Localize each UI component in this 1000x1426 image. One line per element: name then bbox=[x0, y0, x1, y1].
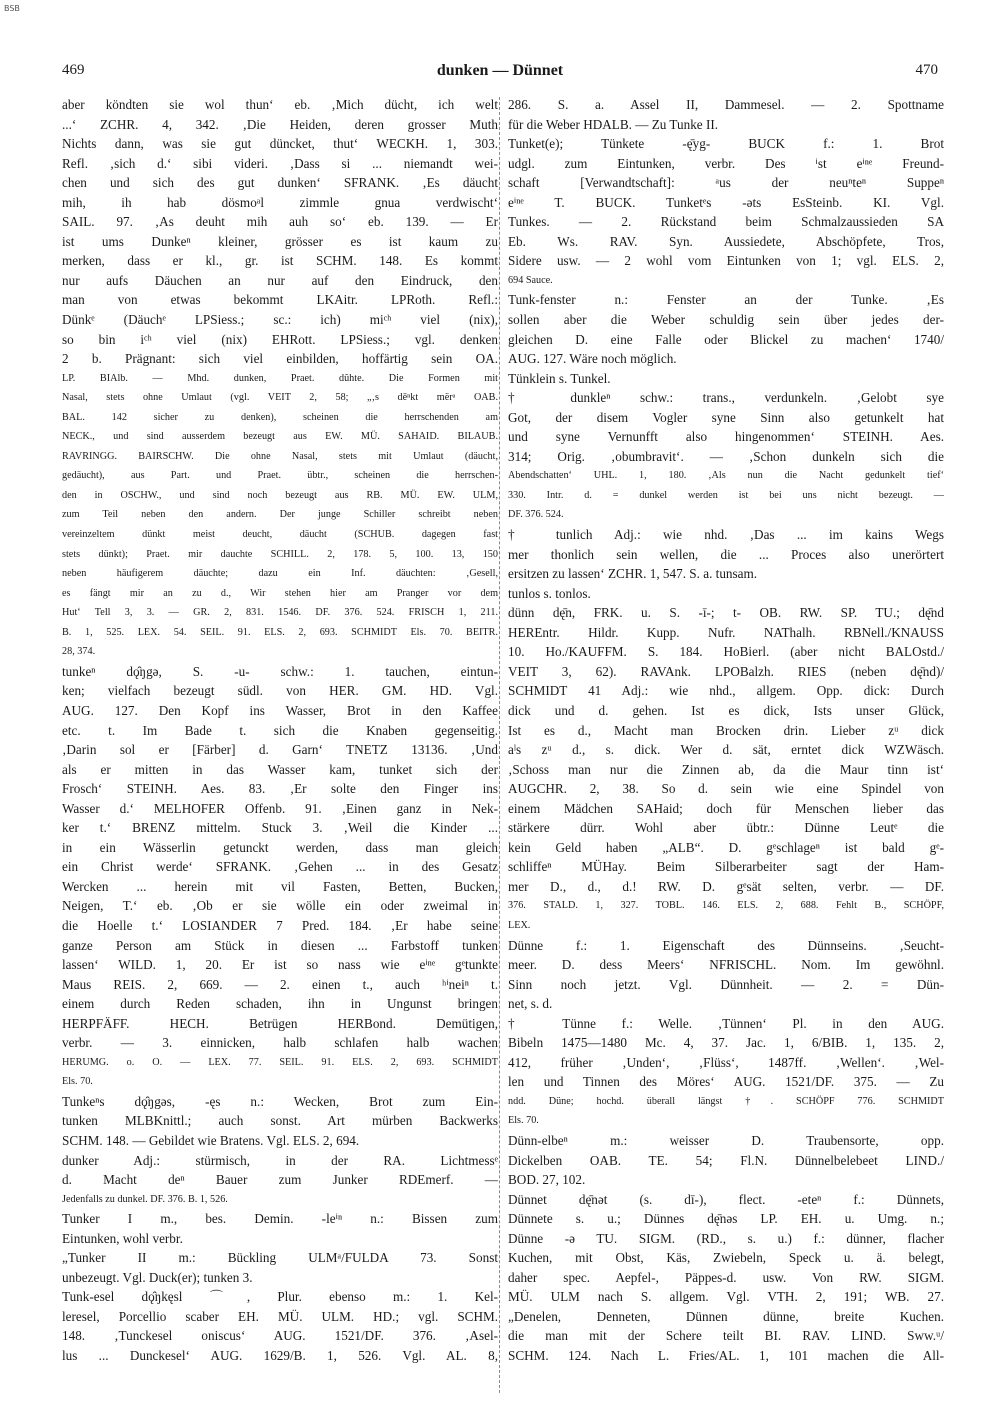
text-line: Eb. Ws. RAV. Syn. Aussiedete, Abschöpfete, Tros, bbox=[508, 233, 944, 249]
text-line: einem Mädchen SAHaid; doch für Menschen lieber das bbox=[508, 800, 944, 816]
page-number-right: 470 bbox=[915, 62, 938, 78]
text-line: mer thonlich sein wellen, die ... Proces also unerörtert bbox=[508, 546, 944, 562]
text-line: Eintunken, wohl verbr. bbox=[62, 1230, 183, 1246]
text-line: udgl. zum Eintunken, verbr. Des ⁱst eⁱⁿᵉ Freund- bbox=[508, 155, 944, 171]
text-line: mih, ih hab dösmoᵃl zimmle gnua verdwischt‘ bbox=[62, 194, 498, 210]
page-header bbox=[62, 62, 938, 86]
text-line: AUG. 127. Den Kopf ins Wasser, Brot in den Kaffee bbox=[62, 702, 498, 718]
page-number-left: 469 bbox=[62, 62, 85, 78]
text-line: merken, dass er kl., gr. ist SCHM. 148. Es kommt bbox=[62, 253, 498, 269]
text-line: LP. BIAlb. — Mhd. dunken, Praet. dûhte. Die Formen mit bbox=[62, 372, 498, 384]
text-line: Wasser d.‘ MELHOFER Offenb. 91. ‚Einen ganz in Nek- bbox=[62, 800, 498, 816]
text-line: Wercken ... herein mit vil Fasten, Betten, Bucken, bbox=[62, 878, 498, 894]
text-line: SCHM. 148. — Gebildet wie Bratens. Vgl. ELS. 2, 694. bbox=[62, 1132, 360, 1148]
text-line: SAIL. 97. ‚As deuht mih auh so‘ eb. 139. — Er bbox=[62, 214, 498, 230]
text-line: 286. S. a. Assel II, Dammesel. — 2. Spottname bbox=[508, 97, 944, 112]
text-line: ein Christ werde‘ SFRANK. ‚Gehen ... in des Gesatz bbox=[62, 859, 498, 875]
text-line: Dünnet dę̄nət (s. dī-), flect. -eteⁿ f.: Dünnets, bbox=[508, 1191, 944, 1207]
text-line: BAL. 142 sicher zu denken), scheinen die herrschenden am bbox=[62, 411, 498, 423]
text-line: Dünnete s. u.; Dünnes dę̄nəs LP. EH. u. Umg. n.; bbox=[508, 1211, 944, 1227]
text-line: 694 Sauce. bbox=[508, 274, 553, 286]
text-line: Dickelben OAB. TE. 54; Fl.N. Dünnelbelebeet LIND./ bbox=[508, 1152, 944, 1168]
text-line: tunlos s. tonlos. bbox=[508, 585, 591, 601]
text-line: 412, früher ‚Unden‘, ‚Flüss‘, 1487ff. ‚Wellen‘. ‚Wel- bbox=[508, 1054, 944, 1070]
text-line: 10. Ho./KAUFFM. S. 184. HoBierl. (aber nicht BALOstd./ bbox=[508, 644, 944, 660]
text-line: SCHM. 124. Nach L. Fries/AL. 1, 101 machen die All- bbox=[508, 1348, 944, 1363]
text-line: tunken MLBKnittl.; auch sonst. Art mürben Backwerks bbox=[62, 1113, 498, 1129]
text-line: leresel, Porcellio scaber EH. MÜ. ULM. HD.; vgl. SCHM. bbox=[62, 1308, 498, 1324]
text-line: schaft [Verwandtschaft]: ᵃus der neuⁿteⁿ Suppeⁿ bbox=[508, 175, 944, 191]
text-line: mer D., d., d.! RW. D. gᵉsät selten, verbr. — DF. bbox=[508, 878, 944, 894]
text-line: Tunkeⁿs dǫ̂ŋgəs, -ęs n.: Wecken, Brot zum Ein- bbox=[62, 1093, 498, 1109]
text-line: ‚Schoss man nur die Zinnen ab, da die Maur tinn ist‘ bbox=[508, 761, 944, 777]
text-line: aber köndten sie wol thun‘ eb. ‚Mich dücht, ich welt bbox=[62, 97, 498, 112]
text-line: gedäucht), aus Part. und Praet. übtr., scheinen die herrschen- bbox=[62, 470, 498, 482]
text-line: nur aufs Däuchen an nur auf den Eindruck, den bbox=[62, 272, 498, 288]
text-line: einem durch Reden schaden, ihn in Ungunst bringen bbox=[62, 996, 498, 1012]
text-line: VEIT 3, 62). RAVAnk. LPOBalzh. RIES (neben dę̄nd)/ bbox=[508, 663, 944, 679]
text-line: B. 1, 525. LEX. 54. SEIL. 91. ELS. 2, 693. SCHMIDT Els. 70. BEITR. bbox=[62, 626, 498, 638]
text-line: für die Weber HDALB. — Zu Tunke II. bbox=[508, 116, 719, 132]
text-line: es fängt mir an zu d., Wir stehen hier am Pranger vor dem bbox=[62, 587, 498, 599]
text-line: lassen‘ WILD. 1, 20. Er ist so nass wie eⁱⁿᵉ gᵉtunkte bbox=[62, 957, 498, 973]
text-line: gleichen D. eine Falle oder Blickel zu machen‘ 1740/ bbox=[508, 331, 944, 347]
text-line: „Denelen, Denneten, Dünnen dünne, breite Kuchen. bbox=[508, 1308, 944, 1324]
text-line: Maus REIS. 2, 669. — 2. einen t., auch ʰⁱneiⁿ t. bbox=[62, 976, 498, 992]
text-line: und syne Vernunfft also hingenommen‘ STEINH. Aes. bbox=[508, 429, 944, 445]
text-line: Abendschatten‘ UHL. 1, 180. ‚Als nun die Nacht gedunkelt tief‘ bbox=[508, 470, 944, 482]
text-line: verbr. — 3. einnicken, halb schlafen halb wachen bbox=[62, 1035, 498, 1051]
text-line: ersitzen zu lassen‘ ZCHR. 1, 547. S. a. tunsam. bbox=[508, 566, 758, 582]
text-line: ganze Person am Stück in diesen ... Farbstoff tunken bbox=[62, 937, 498, 953]
text-line: 148. ‚Tunckesel oniscus‘ AUG. 1521/DF. 376. ‚Asel- bbox=[62, 1328, 498, 1344]
text-line: ...‘ ZCHR. 4, 342. ‚Die Heiden, deren grosser Muth bbox=[62, 116, 498, 132]
text-line: eⁱⁿᵉ T. BUCK. Tunketᵉs -əts EsSteinb. KI. Vgl. bbox=[508, 194, 944, 210]
text-line: Tunker I m., bes. Demin. -leⁱⁿ n.: Bissen zum bbox=[62, 1211, 498, 1227]
text-line: † Tünne f.: Welle. ‚Tünnen‘ Pl. in den AUG. bbox=[508, 1015, 944, 1031]
text-line: SCHMIDT 41 Adj.: wie nhd., allgem. Opp. dick: Durch bbox=[508, 683, 944, 699]
text-line: Tunket(e); Tünkete -ę̄yg- BUCK f.: 1. Brot bbox=[508, 136, 944, 152]
text-line: dünn dę̄n, FRK. u. S. -ī-; t- OB. RW. SP. TU.; dę̄nd bbox=[508, 605, 944, 621]
text-line: MÜ. ULM nach S. allgem. Vgl. VTH. 2, 191; WB. 27. bbox=[508, 1289, 944, 1305]
text-line: neben häufigerem däuchte; dazu ein Inf. däuchten: ‚Gesell, bbox=[62, 568, 498, 580]
text-line: † dunkleⁿ schw.: trans., verdunkeln. ‚Gelobt sye bbox=[508, 390, 944, 406]
text-line: daher spec. Aepfel-, Päppes-d. usw. Von RW. SIGM. bbox=[508, 1269, 944, 1285]
text-line: ‚Darin sol er [Färber] d. Garn‘ TNETZ 13136. ‚Und bbox=[62, 742, 498, 758]
text-line: Ist es d., Macht man Brocken drin. Lieber zᵘ dick bbox=[508, 722, 944, 738]
text-line: unbezeugt. Vgl. Duck(er); tunken 3. bbox=[62, 1269, 253, 1285]
text-line: Nichts dann, was sie gut düncket, thut‘ WECKH. 1, 303. bbox=[62, 136, 498, 152]
text-line: 330. Intr. d. = dunkel werden ist bei uns nicht bezeugt. — bbox=[508, 489, 944, 501]
text-line: meer. D. dess Meers‘ NFRISCHL. Nom. Im gewöhnl. bbox=[508, 957, 944, 973]
text-line: den in OSCHW., und sind noch bezeugt aus RB. MÜ. EW. ULM, bbox=[62, 489, 498, 501]
text-line: Refl. ‚sich d.‘ sibi videri. ‚Dass si ... niemandt wei- bbox=[62, 155, 498, 171]
text-line: die Hoelle t.‘ LOSIANDER 7 Pred. 184. ‚Er habe seine bbox=[62, 917, 498, 933]
text-line: zum Teil neben den andern. Der junge Schiller schreibt neben bbox=[62, 509, 498, 521]
text-line: 2 b. Prägnant: sich viel einbilden, hoffärtig sein OA. bbox=[62, 351, 498, 367]
text-line: AUGCHR. 2, 38. So d. sein wie eine Spindel von bbox=[508, 781, 944, 797]
text-line: ndd. Düne; hochd. überall längst †. SCHÖPF 776. SCHMIDT bbox=[508, 1095, 944, 1107]
text-line: Dünne f.: 1. Eigenschaft des Dünnseins. ‚Seucht- bbox=[508, 937, 944, 953]
text-line: ist ums Dunkeⁿ kleiner, grösser es ist kaum zu bbox=[62, 233, 498, 249]
text-line: 28, 374. bbox=[62, 646, 96, 658]
text-line: 314; Orig. ‚obumbravit‘. — ‚Schon dunkeln sich die bbox=[508, 448, 944, 464]
text-line: Sinn noch jetzt. Vgl. Dünnheit. — 2. = Dün- bbox=[508, 976, 944, 992]
text-line: RAVRINGG. BAIRSCHW. Die ohne Nasal, stets mit Umlaut (däucht, bbox=[62, 450, 498, 462]
library-stamp: BSB bbox=[4, 4, 20, 13]
left-column bbox=[62, 95, 498, 1366]
text-line: Els. 70. bbox=[508, 1115, 539, 1127]
text-line: HERUMG. o. O. — LEX. 77. SEIL. 91. ELS. 2, 693. SCHMIDT bbox=[62, 1056, 498, 1068]
text-line: AUG. 127. Wäre noch möglich. bbox=[508, 351, 677, 367]
text-line: Kuchen, mit Obst, Käs, Zwiebeln, Speck u. ä. belegt, bbox=[508, 1250, 944, 1266]
text-line: ker t.‘ BRENZ mittelm. Stuck 3. ‚Weil die Kinder ... bbox=[62, 820, 498, 836]
text-line: stärkere dürr. Wohl aber übtr.: Dünne Leutᵉ die bbox=[508, 820, 944, 836]
text-line: aˡs zᵘ d., s. dick. Wer d. sät, erntet dick WZWäsch. bbox=[508, 742, 944, 758]
text-line: stets dünkt); Praet. mir dauchte SCHILL. 2, 178. 5, 100. 13, 150 bbox=[62, 548, 498, 560]
text-line: so bin iᶜʰ viel (nix) EHRott. LPSiess.; vgl. denken bbox=[62, 331, 498, 347]
text-line: 376. STALD. 1, 327. TOBL. 146. ELS. 2, 688. Fehlt B., SCHÖPF, bbox=[508, 900, 944, 912]
running-title: dunken — Dünnet bbox=[436, 62, 564, 79]
text-line: † tunlich Adj.: wie nhd. ‚Das ... im kains Wegs bbox=[508, 527, 944, 543]
text-line: man von etwas bekommt LKAitr. LPRoth. Refl.: bbox=[62, 292, 498, 308]
text-line: Hut‘ Tell 3, 3. — GR. 2, 831. 1546. DF. 376. 524. FRISCH 1, 211. bbox=[62, 607, 498, 619]
text-line: lus ... Dunckesel‘ AUG. 1629/B. 1, 526. Vgl. AL. 8, bbox=[62, 1348, 498, 1363]
text-line: die man mit der Schere teilt BI. RAV. LIND. Sww.ᵘ/ bbox=[508, 1328, 944, 1344]
text-line: Tunk-esel dǫ̂ŋkęsl ⌒, Plur. ebenso m.: 1. Kel- bbox=[62, 1289, 498, 1305]
text-line: sollen aber die Weber schuldig sein über jedes der- bbox=[508, 312, 944, 328]
text-line: dick und d. gehen. Ist es dick, Ists unser Glück, bbox=[508, 702, 944, 718]
text-line: Els. 70. bbox=[62, 1076, 93, 1088]
right-column bbox=[508, 95, 944, 1366]
text-line: NECK., und sind ausserdem bezeugt aus EW. MÜ. SAHAID. BILAUB. bbox=[62, 431, 498, 443]
text-line: Dünkᵉ (Däuchᵉ LPSiess.; sc.: ich) miᶜʰ viel (nix), bbox=[62, 312, 498, 328]
text-line: „Tunker II m.: Bückling ULMᵃ/FULDA 73. Sonst bbox=[62, 1250, 498, 1266]
text-line: BOD. 27, 102. bbox=[508, 1172, 586, 1188]
text-line: dunker Adj.: stürmisch, in der RA. Lichtmessᵉ bbox=[62, 1152, 498, 1168]
text-line: Tunkes. — 2. Rückstand beim Schmalzaussieden SA bbox=[508, 214, 944, 230]
text-line: chen und sich des gut dunken‘ SFRANK. ‚Es däucht bbox=[62, 175, 498, 191]
text-line: Got, der disem Vogler syne Sinn also getunkelt hat bbox=[508, 409, 944, 425]
text-line: vereinzeltem dünkt meist deucht, däucht (SCHUB. dagegen fast bbox=[62, 529, 498, 541]
text-line: Dünne -ə TU. SIGM. (RD., s. u.) f.: dünner, flacher bbox=[508, 1230, 944, 1246]
text-line: kein Geld haben „ALB“. D. gᵉschlageⁿ ist bald gᵉ- bbox=[508, 839, 944, 855]
text-line: Tunk-fenster n.: Fenster an der Tunke. ‚Es bbox=[508, 292, 944, 308]
text-line: Tünklein s. Tunkel. bbox=[508, 370, 611, 386]
text-line: etc. t. Im Bade t. sich die Knaben gegenseitig. bbox=[62, 722, 498, 738]
text-line: d. Macht deⁿ Bauer zum Junker RDEmerf. — bbox=[62, 1172, 498, 1188]
text-line: net, s. d. bbox=[508, 996, 553, 1012]
text-line: LEX. bbox=[508, 919, 531, 931]
text-line: HERPFÄFF. HECH. Betrügen HERBond. Demütigen, bbox=[62, 1015, 498, 1031]
text-line: als er mitten in das Wasser kam, tunket sich der bbox=[62, 761, 498, 777]
text-line: Neigen, T.‘ eb. ‚Ob er sie wölle ein oder zweimal in bbox=[62, 898, 498, 914]
text-line: len und Tinnen des Möres‘ AUG. 1521/DF. 375. — Zu bbox=[508, 1074, 944, 1090]
text-line: Jedenfalls zu dunkel. DF. 376. B. 1, 526. bbox=[62, 1193, 228, 1205]
text-line: HEREntr. Hildr. Kupp. Nufr. NAThalh. RBNell./KNAUSS bbox=[508, 624, 944, 640]
text-line: in ein Wässerlin getunckt werden, dass man gleich bbox=[62, 839, 498, 855]
text-line: Frosch‘ STEINH. Aes. 83. ‚Er solte den Finger ins bbox=[62, 781, 498, 797]
text-line: DF. 376. 524. bbox=[508, 509, 564, 521]
text-line: tunkeⁿ dǫ̂ŋgə, S. -u- schw.: 1. tauchen, eintun- bbox=[62, 663, 498, 679]
text-line: ken; vielfach bezeugt südl. von HER. GM. HD. Vgl. bbox=[62, 683, 498, 699]
text-line: Bibeln 1475—1480 Mc. 4, 37. Jac. 1, 6/BIB. 1, 135. 2, bbox=[508, 1035, 944, 1051]
text-line: schliffeⁿ MÜHay. Beim Silberarbeiter sagt der Ham- bbox=[508, 859, 944, 875]
text-line: Sidere usw. — 2 wohl vom Eintunken von 1; vgl. ELS. 2, bbox=[508, 253, 944, 269]
column-divider bbox=[499, 97, 500, 1393]
text-line: Nasal, stets ohne Umlaut (vgl. VEIT 2, 58; „‚s dēⁿkt mërᵃ OAB. bbox=[62, 392, 498, 404]
text-line: Dünn-elbeⁿ m.: weisser D. Traubensorte, opp. bbox=[508, 1132, 944, 1148]
